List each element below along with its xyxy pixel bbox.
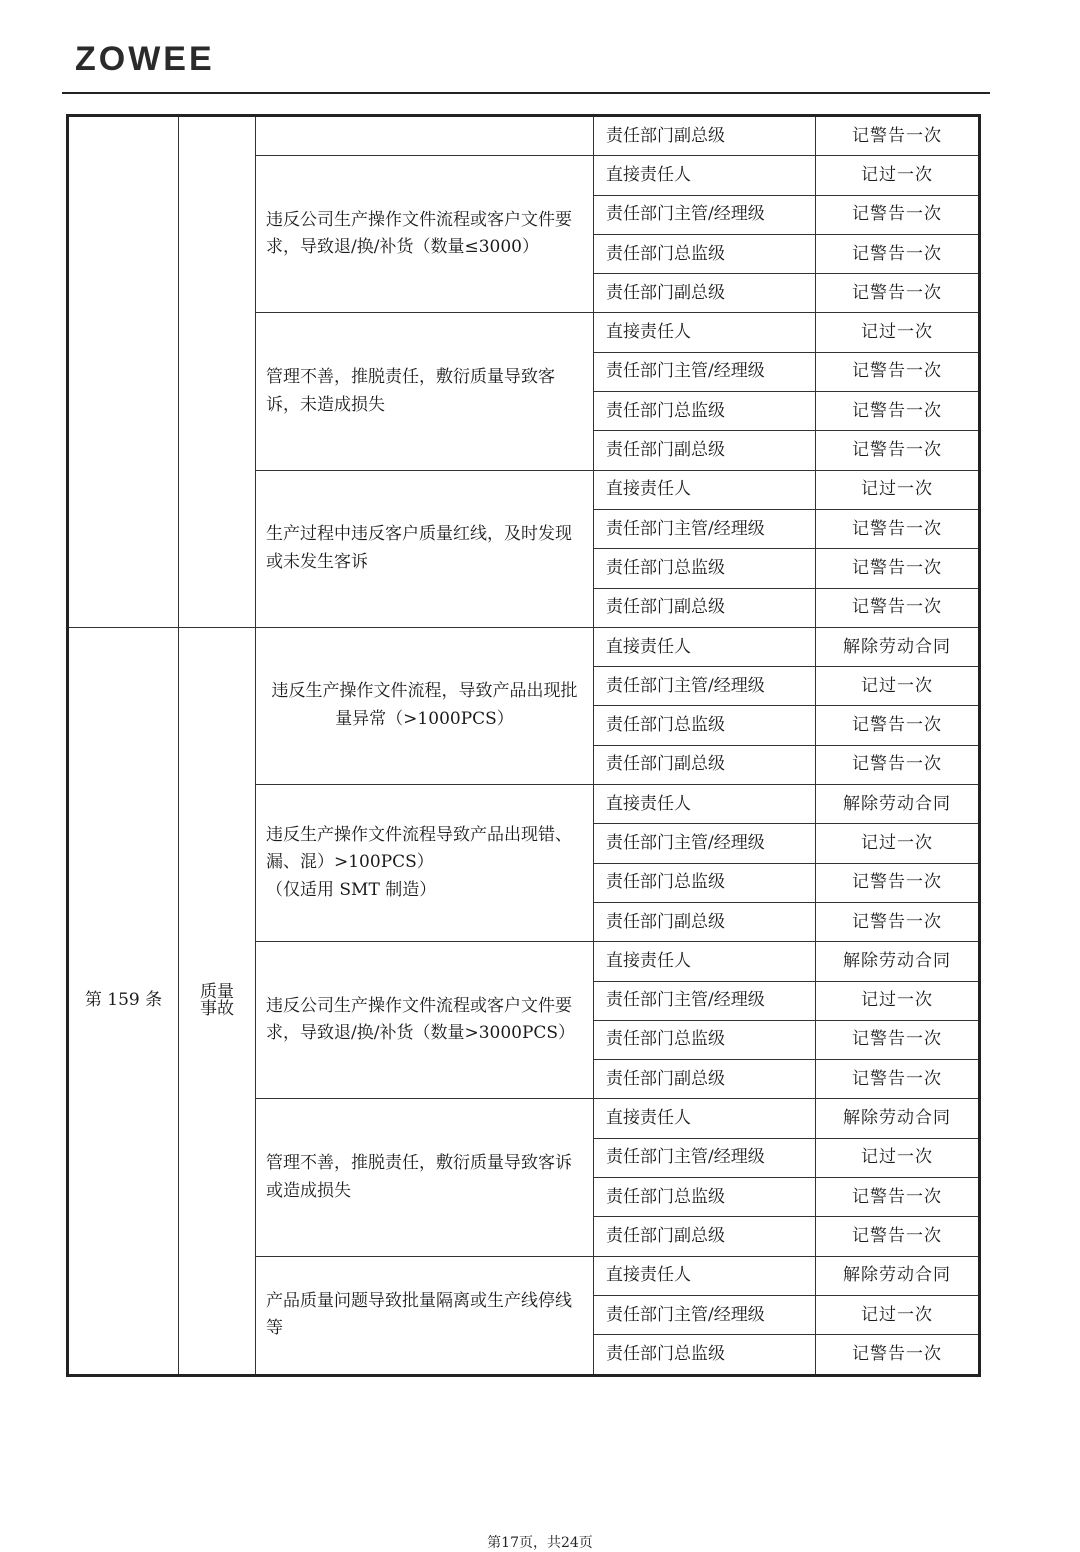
responsible-party-cell: 责任部门副总级 xyxy=(594,116,816,156)
responsible-party-cell: 责任部门副总级 xyxy=(594,274,816,313)
penalty-cell: 记警告一次 xyxy=(816,234,980,273)
penalty-cell: 记警告一次 xyxy=(816,863,980,902)
violation-description xyxy=(256,627,594,784)
responsible-party-cell: 责任部门主管/经理级 xyxy=(594,352,816,391)
penalty-cell: 记警告一次 xyxy=(816,1020,980,1059)
violation-description xyxy=(256,470,594,627)
violation-description-text: 生产过程中违反客户质量红线，及时发现或未发生客诉 xyxy=(266,524,572,572)
responsible-party-cell: 责任部门副总级 xyxy=(594,745,816,784)
violation-description xyxy=(256,1099,594,1256)
responsible-party-cell: 责任部门主管/经理级 xyxy=(594,667,816,706)
violation-description-text: 违反生产操作文件流程导致产品出现错、漏、混）>100PCS） xyxy=(266,824,572,873)
responsible-party-cell: 直接责任人 xyxy=(594,156,816,195)
table-row xyxy=(68,116,980,156)
responsible-party-cell: 责任部门副总级 xyxy=(594,588,816,627)
penalty-cell: 解除劳动合同 xyxy=(816,942,980,981)
responsible-party-cell: 责任部门主管/经理级 xyxy=(594,195,816,234)
category-cell-continued xyxy=(179,116,256,628)
responsible-party-cell: 责任部门总监级 xyxy=(594,549,816,588)
penalty-cell: 记过一次 xyxy=(816,156,980,195)
penalty-cell: 记过一次 xyxy=(816,667,980,706)
violation-description-text: 违反公司生产操作文件流程或客户文件要求，导致退/换/补货（数量>3000PCS） xyxy=(266,995,576,1044)
responsible-party-cell: 责任部门副总级 xyxy=(594,902,816,941)
responsible-party-cell: 直接责任人 xyxy=(594,785,816,824)
responsible-party-cell: 直接责任人 xyxy=(594,1256,816,1295)
responsible-party-cell: 责任部门总监级 xyxy=(594,706,816,745)
violation-description xyxy=(256,1256,594,1375)
responsible-party-cell: 责任部门主管/经理级 xyxy=(594,824,816,863)
responsible-party-cell: 责任部门主管/经理级 xyxy=(594,1138,816,1177)
responsible-party-cell: 直接责任人 xyxy=(594,942,816,981)
penalty-cell: 记过一次 xyxy=(816,824,980,863)
penalty-cell: 记警告一次 xyxy=(816,1060,980,1099)
clause-cell-continued xyxy=(68,116,179,628)
penalty-cell: 记警告一次 xyxy=(816,549,980,588)
violation-description xyxy=(256,785,594,942)
penalty-cell: 记过一次 xyxy=(816,313,980,352)
penalty-cell: 记警告一次 xyxy=(816,274,980,313)
violation-description-text: 违反生产操作文件流程，导致产品出现批量异常（>1000PCS） xyxy=(271,681,578,729)
violation-description xyxy=(256,156,594,313)
penalty-cell: 记警告一次 xyxy=(816,1178,980,1217)
violation-description xyxy=(256,313,594,470)
penalty-cell: 解除劳动合同 xyxy=(816,1256,980,1295)
table-row xyxy=(68,627,980,666)
penalty-cell: 解除劳动合同 xyxy=(816,627,980,666)
responsible-party-cell: 责任部门总监级 xyxy=(594,392,816,431)
page-number: 第17页，共24页 xyxy=(487,1535,593,1551)
responsible-party-cell: 直接责任人 xyxy=(594,1099,816,1138)
responsible-party-cell: 直接责任人 xyxy=(594,627,816,666)
penalty-table xyxy=(66,114,981,1377)
penalty-cell: 记过一次 xyxy=(816,470,980,509)
violation-description-text: 管理不善，推脱责任，敷衍质量导致客诉或造成损失 xyxy=(266,1152,572,1201)
violation-description-text: 管理不善，推脱责任，敷衍质量导致客诉，未造成损失 xyxy=(266,367,555,415)
penalty-cell: 记警告一次 xyxy=(816,352,980,391)
clause-number xyxy=(68,627,179,1375)
penalty-cell: 解除劳动合同 xyxy=(816,785,980,824)
responsible-party-cell: 责任部门副总级 xyxy=(594,1060,816,1099)
responsible-party-cell: 责任部门主管/经理级 xyxy=(594,981,816,1020)
header-divider xyxy=(62,92,990,94)
violation-description xyxy=(256,942,594,1099)
responsible-party-cell: 责任部门总监级 xyxy=(594,1178,816,1217)
penalty-cell: 记过一次 xyxy=(816,1138,980,1177)
penalty-cell: 解除劳动合同 xyxy=(816,1099,980,1138)
responsible-party-cell: 责任部门总监级 xyxy=(594,234,816,273)
category-cell xyxy=(179,627,256,1375)
responsible-party-cell: 直接责任人 xyxy=(594,313,816,352)
penalty-cell: 记警告一次 xyxy=(816,1335,980,1375)
company-logo: ZOWEE xyxy=(75,40,215,78)
responsible-party-cell: 责任部门主管/经理级 xyxy=(594,509,816,548)
clause-number-text: 第 159 条 xyxy=(84,990,163,1011)
responsible-party-cell: 责任部门总监级 xyxy=(594,1020,816,1059)
violation-note-text: （仅适用 SMT 制造） xyxy=(266,879,437,900)
penalty-cell: 记过一次 xyxy=(816,981,980,1020)
penalty-cell: 记过一次 xyxy=(816,1295,980,1334)
violation-description-text: 产品质量问题导致批量隔离或生产线停线等 xyxy=(266,1290,572,1339)
responsible-party-cell: 责任部门总监级 xyxy=(594,863,816,902)
penalty-cell: 记警告一次 xyxy=(816,431,980,470)
description-cell-continued xyxy=(256,116,594,156)
violation-description-text: 违反公司生产操作文件流程或客户文件要求，导致退/换/补货（数量≤3000） xyxy=(266,209,572,258)
category-text: 质量事故 xyxy=(199,981,234,1019)
penalty-cell: 记警告一次 xyxy=(816,392,980,431)
responsible-party-cell: 责任部门主管/经理级 xyxy=(594,1295,816,1334)
penalty-cell: 记警告一次 xyxy=(816,706,980,745)
penalty-cell: 记警告一次 xyxy=(816,1217,980,1256)
responsible-party-cell: 责任部门总监级 xyxy=(594,1335,816,1375)
penalty-cell: 记警告一次 xyxy=(816,588,980,627)
responsible-party-cell: 直接责任人 xyxy=(594,470,816,509)
penalty-cell: 记警告一次 xyxy=(816,509,980,548)
penalty-cell: 记警告一次 xyxy=(816,116,980,156)
penalty-cell: 记警告一次 xyxy=(816,195,980,234)
responsible-party-cell: 责任部门副总级 xyxy=(594,1217,816,1256)
penalty-cell: 记警告一次 xyxy=(816,745,980,784)
penalty-cell: 记警告一次 xyxy=(816,902,980,941)
responsible-party-cell: 责任部门副总级 xyxy=(594,431,816,470)
